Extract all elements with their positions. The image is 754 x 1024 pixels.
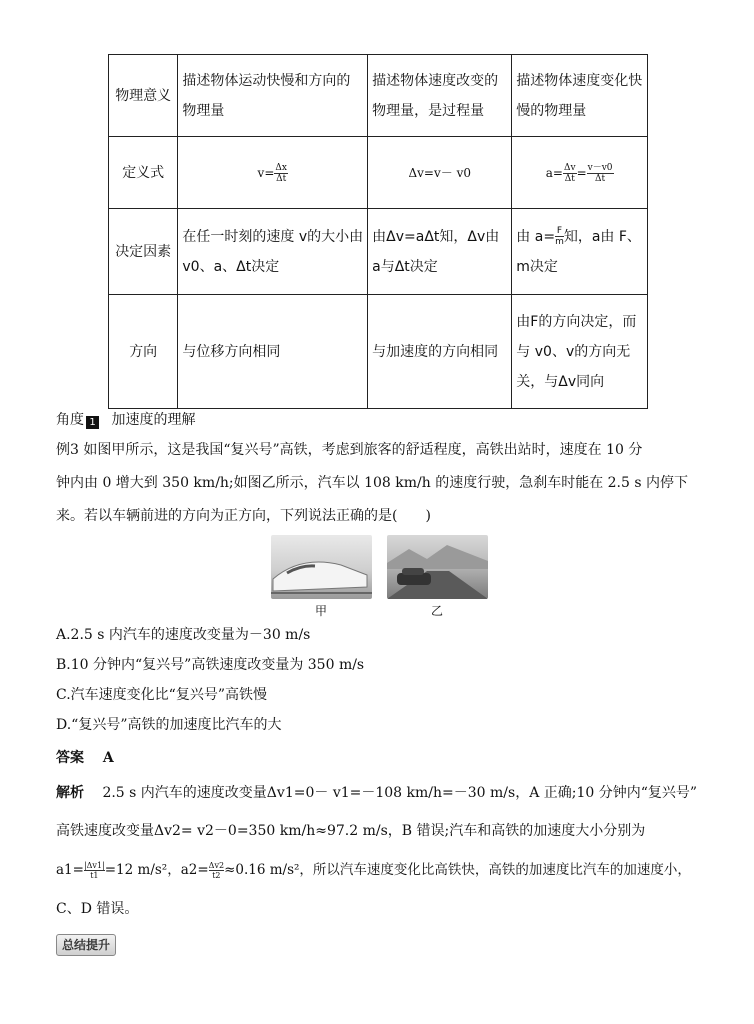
acceleration-formula (512, 137, 648, 209)
velocity-cell: 与位移方向相同 (178, 295, 368, 409)
answer-value: A (102, 750, 114, 766)
comparison-table (108, 54, 648, 409)
text-post: 知，a由 F、m决定 (516, 228, 641, 275)
text-pre: 由 a= (516, 228, 556, 245)
option-d: D.“复兴号”高铁的加速度比汽车的大 (56, 717, 282, 733)
section-title: 加速度的理解 (111, 412, 196, 428)
answer-label: 答案 (56, 750, 84, 766)
acceleration-cell: 由F的方向决定，而与 v0、v的方向无关，与Δv同向 (512, 295, 648, 409)
denominator: Δt (276, 173, 287, 184)
velocity-cell: 描述物体运动快慢和方向的物理量 (178, 55, 368, 137)
table-row (109, 55, 648, 137)
analysis-line: C、D 错误。 (56, 901, 139, 917)
analysis-text: 2.5 s 内汽车的速度改变量Δv1=0－ v1=－108 km/h=－30 m/s，A 正确;10 分钟内“复兴号” (102, 785, 698, 801)
velocity-change-formula: Δv=v－ v0 (368, 137, 512, 209)
numerator: Δv (563, 162, 576, 173)
car-icon (387, 535, 488, 599)
acceleration-cell (512, 209, 648, 295)
a1-rhs: =12 m/s²， (104, 862, 181, 878)
section-label: 角度 (56, 412, 84, 428)
example-line: 例3 如图甲所示，这是我国“复兴号”高铁，考虑到旅客的舒适程度，高铁出站时，速度在 10 分 (56, 442, 643, 458)
velocity-change-cell: 描述物体速度改变的物理量，是过程量 (368, 55, 512, 137)
fraction (209, 861, 224, 880)
section-number: 1 (86, 416, 99, 429)
caption-right: 乙 (431, 604, 444, 618)
fraction (84, 861, 105, 880)
denominator: Δt (595, 173, 606, 184)
table-row (109, 295, 648, 409)
numerator: v－v0 (587, 162, 613, 173)
acceleration-cell: 描述物体速度变化快慢的物理量 (512, 55, 648, 137)
velocity-change-cell: 由Δv=aΔt知，Δv由a与Δt决定 (368, 209, 512, 295)
row-head: 定义式 (109, 137, 178, 209)
car-image (387, 535, 488, 599)
formula-lhs: a= (545, 165, 563, 180)
denominator: Δt (564, 173, 575, 184)
denominator: t2 (212, 871, 221, 880)
row-head: 方向 (109, 295, 178, 409)
option-a: A.2.5 s 内汽车的速度改变量为－30 m/s (56, 627, 311, 643)
analysis-line: 高铁速度改变量Δv2= v2－0=350 km/h≈97.2 m/s，B 错误;汽车和高铁的加速度大小分别为 (56, 823, 646, 839)
fraction (563, 163, 577, 184)
option-c: C.汽车速度变化比“复兴号”高铁慢 (56, 687, 267, 703)
fraction (274, 163, 288, 184)
analysis-line (56, 783, 697, 803)
example-line: 来。若以车辆前进的方向为正方向，下列说法正确的是( ) (56, 508, 431, 524)
train-icon (271, 535, 372, 599)
formula-lhs: v= (257, 165, 275, 180)
numerator: Δv2 (208, 861, 225, 870)
option-b: B.10 分钟内“复兴号”高铁速度改变量为 350 m/s (56, 657, 365, 673)
a2-rhs: ≈0.16 m/s²，所以汽车速度变化比高铁快，高铁的加速度比汽车的加速度小， (224, 862, 691, 878)
numerator: Δx (275, 162, 287, 173)
fraction (587, 163, 614, 184)
example-line: 钟内由 0 增大到 350 km/h;如图乙所示，汽车以 108 km/h 的速度行驶，急刹车时能在 2.5 s 内停下 (56, 475, 689, 491)
equals: = (576, 165, 587, 180)
a1-lhs: a1= (56, 862, 84, 878)
velocity-change-cell: 与加速度的方向相同 (368, 295, 512, 409)
answer (56, 748, 114, 768)
table-row (109, 209, 648, 295)
summary-badge: 总结提升 (56, 934, 116, 956)
analysis-label: 解析 (56, 785, 84, 801)
row-head: 决定因素 (109, 209, 178, 295)
denominator: t1 (90, 871, 99, 880)
numerator: |Δv1| (83, 861, 105, 870)
row-head: 物理意义 (109, 55, 178, 137)
caption-left: 甲 (315, 604, 328, 618)
denominator: m (555, 237, 564, 247)
numerator: F (556, 226, 563, 236)
fraction (555, 226, 564, 247)
train-image (271, 535, 372, 599)
velocity-cell: 在任一时刻的速度 v的大小由 v0、a、Δt决定 (178, 209, 368, 295)
section-heading (56, 410, 195, 430)
analysis-line (56, 860, 691, 880)
a2-lhs: a2= (180, 862, 209, 878)
velocity-formula (178, 137, 368, 209)
table-row (109, 137, 648, 209)
